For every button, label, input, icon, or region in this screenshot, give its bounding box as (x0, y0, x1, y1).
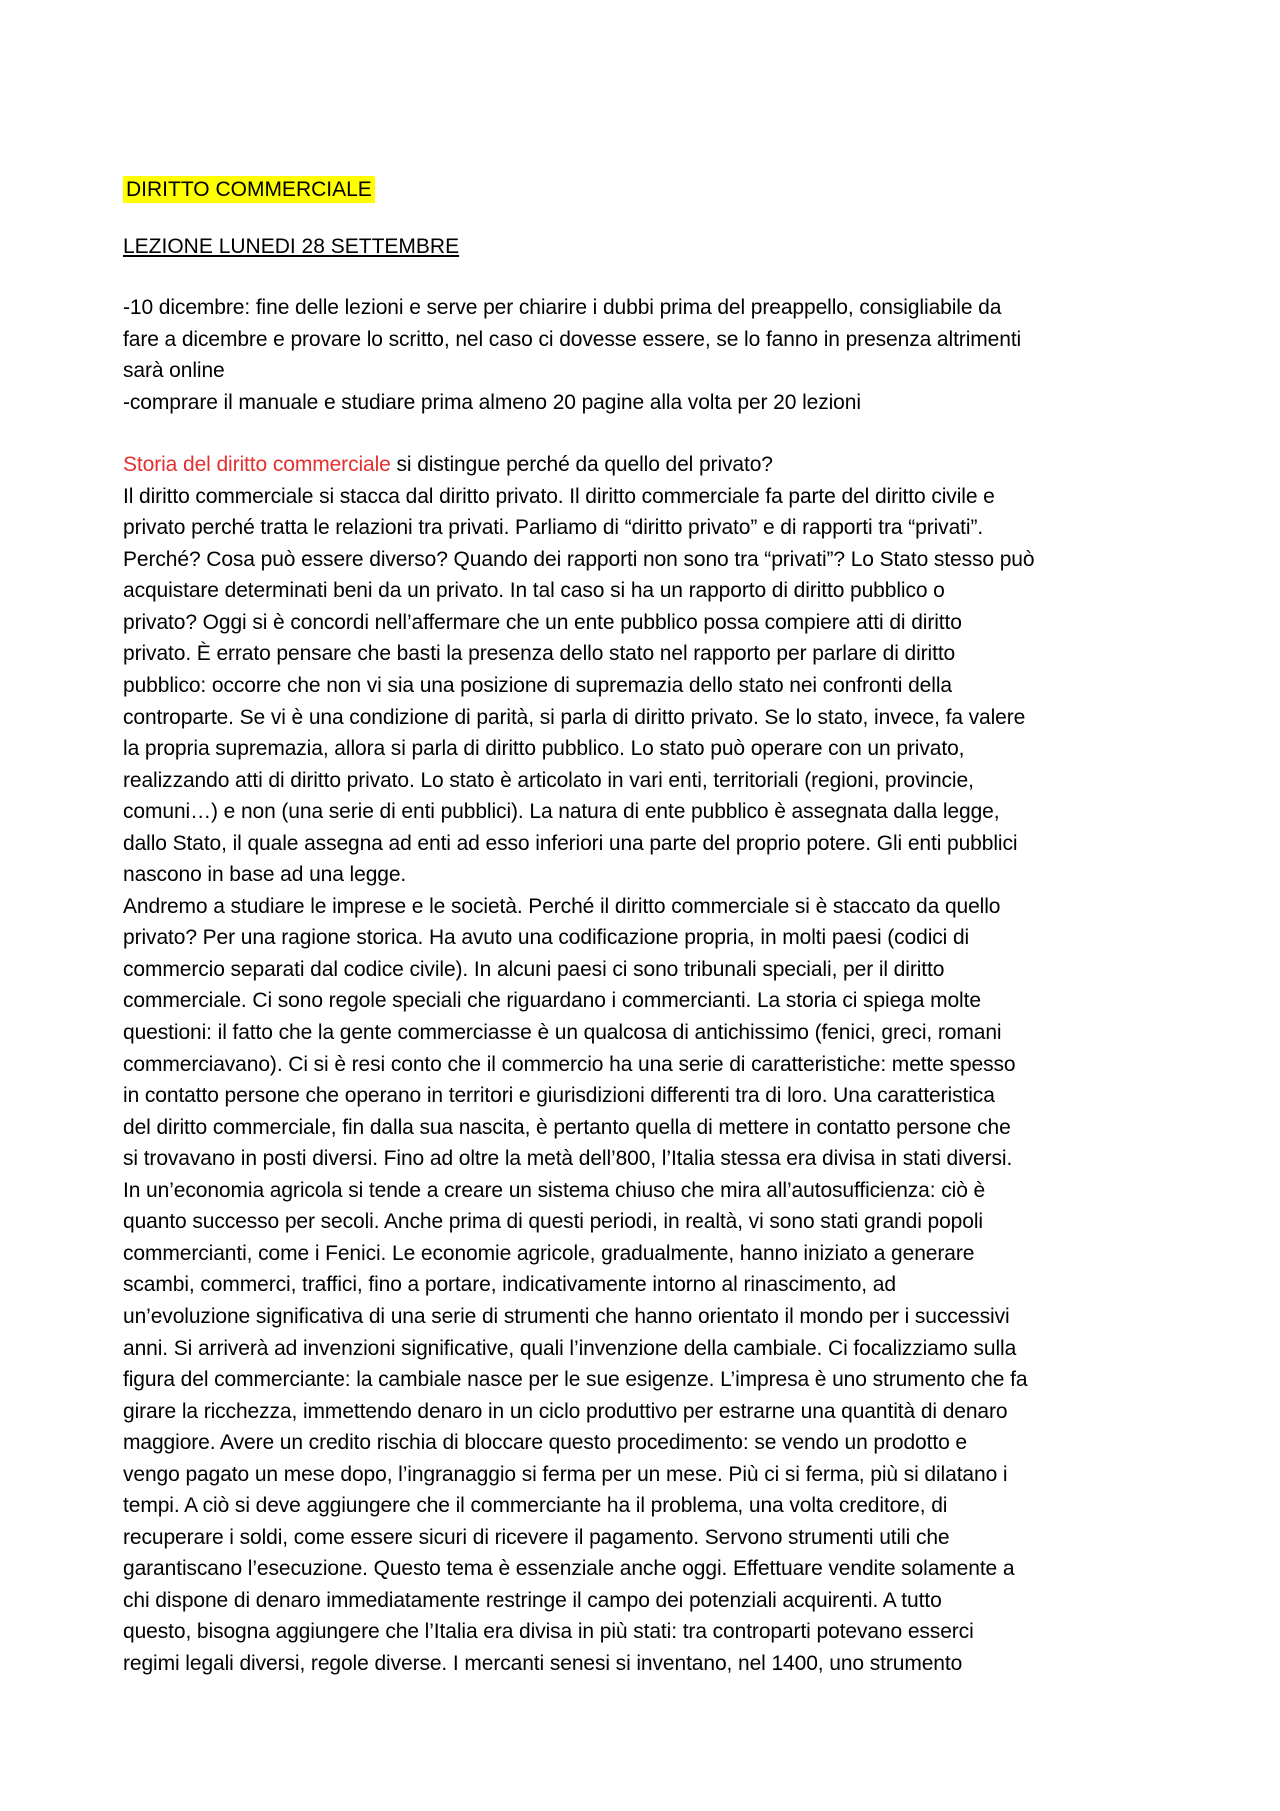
body-line: figura del commerciante: la cambiale nasce per le sue esigenze. L’impresa è uno strumento che fa (123, 1368, 1028, 1392)
body-line: privato. È errato pensare che basti la presenza dello stato nel rapporto per parlare di diritto (123, 642, 956, 666)
intro-line: fare a dicembre e provare lo scritto, nel caso ci dovesse essere, se lo fanno in presenza altrimenti (123, 327, 1022, 351)
lesson-heading: LEZIONE LUNEDI 28 SETTEMBRE (123, 235, 460, 258)
body-line: si trovavano in posti diversi. Fino ad oltre la metà dell’800, l’Italia stessa era divisa in stati diversi. (123, 1147, 1013, 1171)
body-line: commerciale. Ci sono regole speciali che riguardano i commercianti. La storia ci spiega molte (123, 989, 981, 1013)
body-line: anni. Si arriverà ad invenzioni significative, quali l’invenzione della cambiale. Ci focalizziamo sulla (123, 1336, 1017, 1360)
body-line: comuni…) e non (una serie di enti pubblici). La natura di ente pubblico è assegnata dalla legge, (123, 800, 1000, 824)
body-line: tempi. A ciò si deve aggiungere che il commerciante ha il problema, una volta creditore, di (123, 1494, 948, 1518)
body-line: pubblico: occorre che non vi sia una posizione di supremazia dello stato nei confronti della (123, 674, 952, 698)
body-line: In un’economia agricola si tende a creare un sistema chiuso che mira all’autosufficienza: ciò è (123, 1178, 986, 1202)
body-line: Perché? Cosa può essere diverso? Quando dei rapporti non sono tra “privati”? Lo Stato stesso può (123, 547, 1035, 571)
body-line: garantiscano l’esecuzione. Questo tema è essenziale anche oggi. Effettuare vendite solamente a (123, 1557, 1015, 1581)
body-line: regimi legali diversi, regole diverse. I mercanti senesi si inventano, nel 1400, uno strumento (123, 1651, 963, 1675)
body-line: Il diritto commerciale si stacca dal diritto privato. Il diritto commerciale fa parte del diritto civile e (123, 484, 995, 508)
body-text (123, 449, 1163, 1679)
body-line: maggiore. Avere un credito rischia di bloccare questo procedimento: se vendo un prodotto e (123, 1431, 967, 1455)
body-line: vengo pagato un mese dopo, l’ingranaggio si ferma per un mese. Più ci si ferma, più si dilatano i (123, 1462, 1008, 1486)
document-title (123, 175, 1163, 205)
body-line: questioni: il fatto che la gente commerciasse è un qualcosa di antichissimo (fenici, greci, romani (123, 1021, 1002, 1045)
body-line: commerciavano). Ci si è resi conto che il commercio ha una serie di caratteristiche: mette spesso (123, 1052, 1016, 1076)
body-line: controparte. Se vi è una condizione di parità, si parla di diritto privato. Se lo stato, invece, fa valere (123, 705, 1026, 729)
body-line: privato? Oggi si è concordi nell’affermare che un ente pubblico possa compiere atti di diritto (123, 610, 962, 634)
body-line: Andremo a studiare le imprese e le società. Perché il diritto commerciale si è staccato da quello (123, 894, 1001, 918)
section-title-rest: si distingue perché da quello del privato? (390, 453, 773, 477)
body-line: commercio separati dal codice civile). In alcuni paesi ci sono tribunali speciali, per il diritto (123, 957, 945, 981)
body-line: quanto successo per secoli. Anche prima di questi periodi, in realtà, vi sono stati grandi popoli (123, 1210, 983, 1234)
section-title-line (123, 449, 1163, 481)
document-page (123, 175, 1163, 1680)
intro-line: -10 dicembre: fine delle lezioni e serve per chiarire i dubbi prima del preappello, consigliabile da (123, 296, 1002, 319)
body-line: in contatto persone che operano in territori e giurisdizioni differenti tra di loro. Una caratteristica (123, 1084, 995, 1108)
body-line: questo, bisogna aggiungere che l’Italia era divisa in più stati: tra controparti potevano esserci (123, 1620, 974, 1644)
body-line: privato? Per una ragione storica. Ha avuto una codificazione propria, in molti paesi (codici di (123, 926, 970, 950)
body-line: privato perché tratta le relazioni tra privati. Parliamo di “diritto privato” e di rapporti tra “privati”. (123, 516, 984, 540)
intro-notes (123, 292, 1163, 418)
title-highlight: DIRITTO COMMERCIALE (123, 176, 375, 203)
body-line: chi dispone di denaro immediatamente restringe il campo dei potenziali acquirenti. A tutto (123, 1588, 942, 1612)
body-line: scambi, commerci, traffici, fino a portare, indicativamente intorno al rinascimento, ad (123, 1273, 896, 1297)
body-line: recuperare i soldi, come essere sicuri di ricevere il pagamento. Servono strumenti utili che (123, 1525, 950, 1549)
body-line: girare la ricchezza, immettendo denaro in un ciclo produttivo per estrarne una quantità di denaro (123, 1399, 1008, 1423)
section-title-red: Storia del diritto commerciale (123, 453, 391, 477)
body-line: un’evoluzione significativa di una serie di strumenti che hanno orientato il mondo per i successivi (123, 1304, 1010, 1328)
body-line: del diritto commerciale, fin dalla sua nascita, è pertanto quella di mettere in contatto persone che (123, 1115, 1011, 1139)
body-line: realizzando atti di diritto privato. Lo stato è articolato in vari enti, territoriali (regioni, provincie, (123, 768, 974, 792)
body-line: acquistare determinati beni da un privato. In tal caso si ha un rapporto di diritto pubblico o (123, 579, 945, 603)
body-line: dallo Stato, il quale assegna ad enti ad esso inferiori una parte del proprio potere. Gli enti pubblici (123, 831, 1018, 855)
body-line: commercianti, come i Fenici. Le economie agricole, gradualmente, hanno iniziato a generare (123, 1241, 975, 1265)
intro-line: -comprare il manuale e studiare prima almeno 20 pagine alla volta per 20 lezioni (123, 390, 861, 414)
body-line: la propria supremazia, allora si parla di diritto pubblico. Lo stato può operare con un privato, (123, 737, 965, 761)
paragraph-gap (123, 418, 1163, 449)
body-line: nascono in base ad una legge. (123, 863, 407, 887)
intro-line: sarà online (123, 359, 225, 383)
